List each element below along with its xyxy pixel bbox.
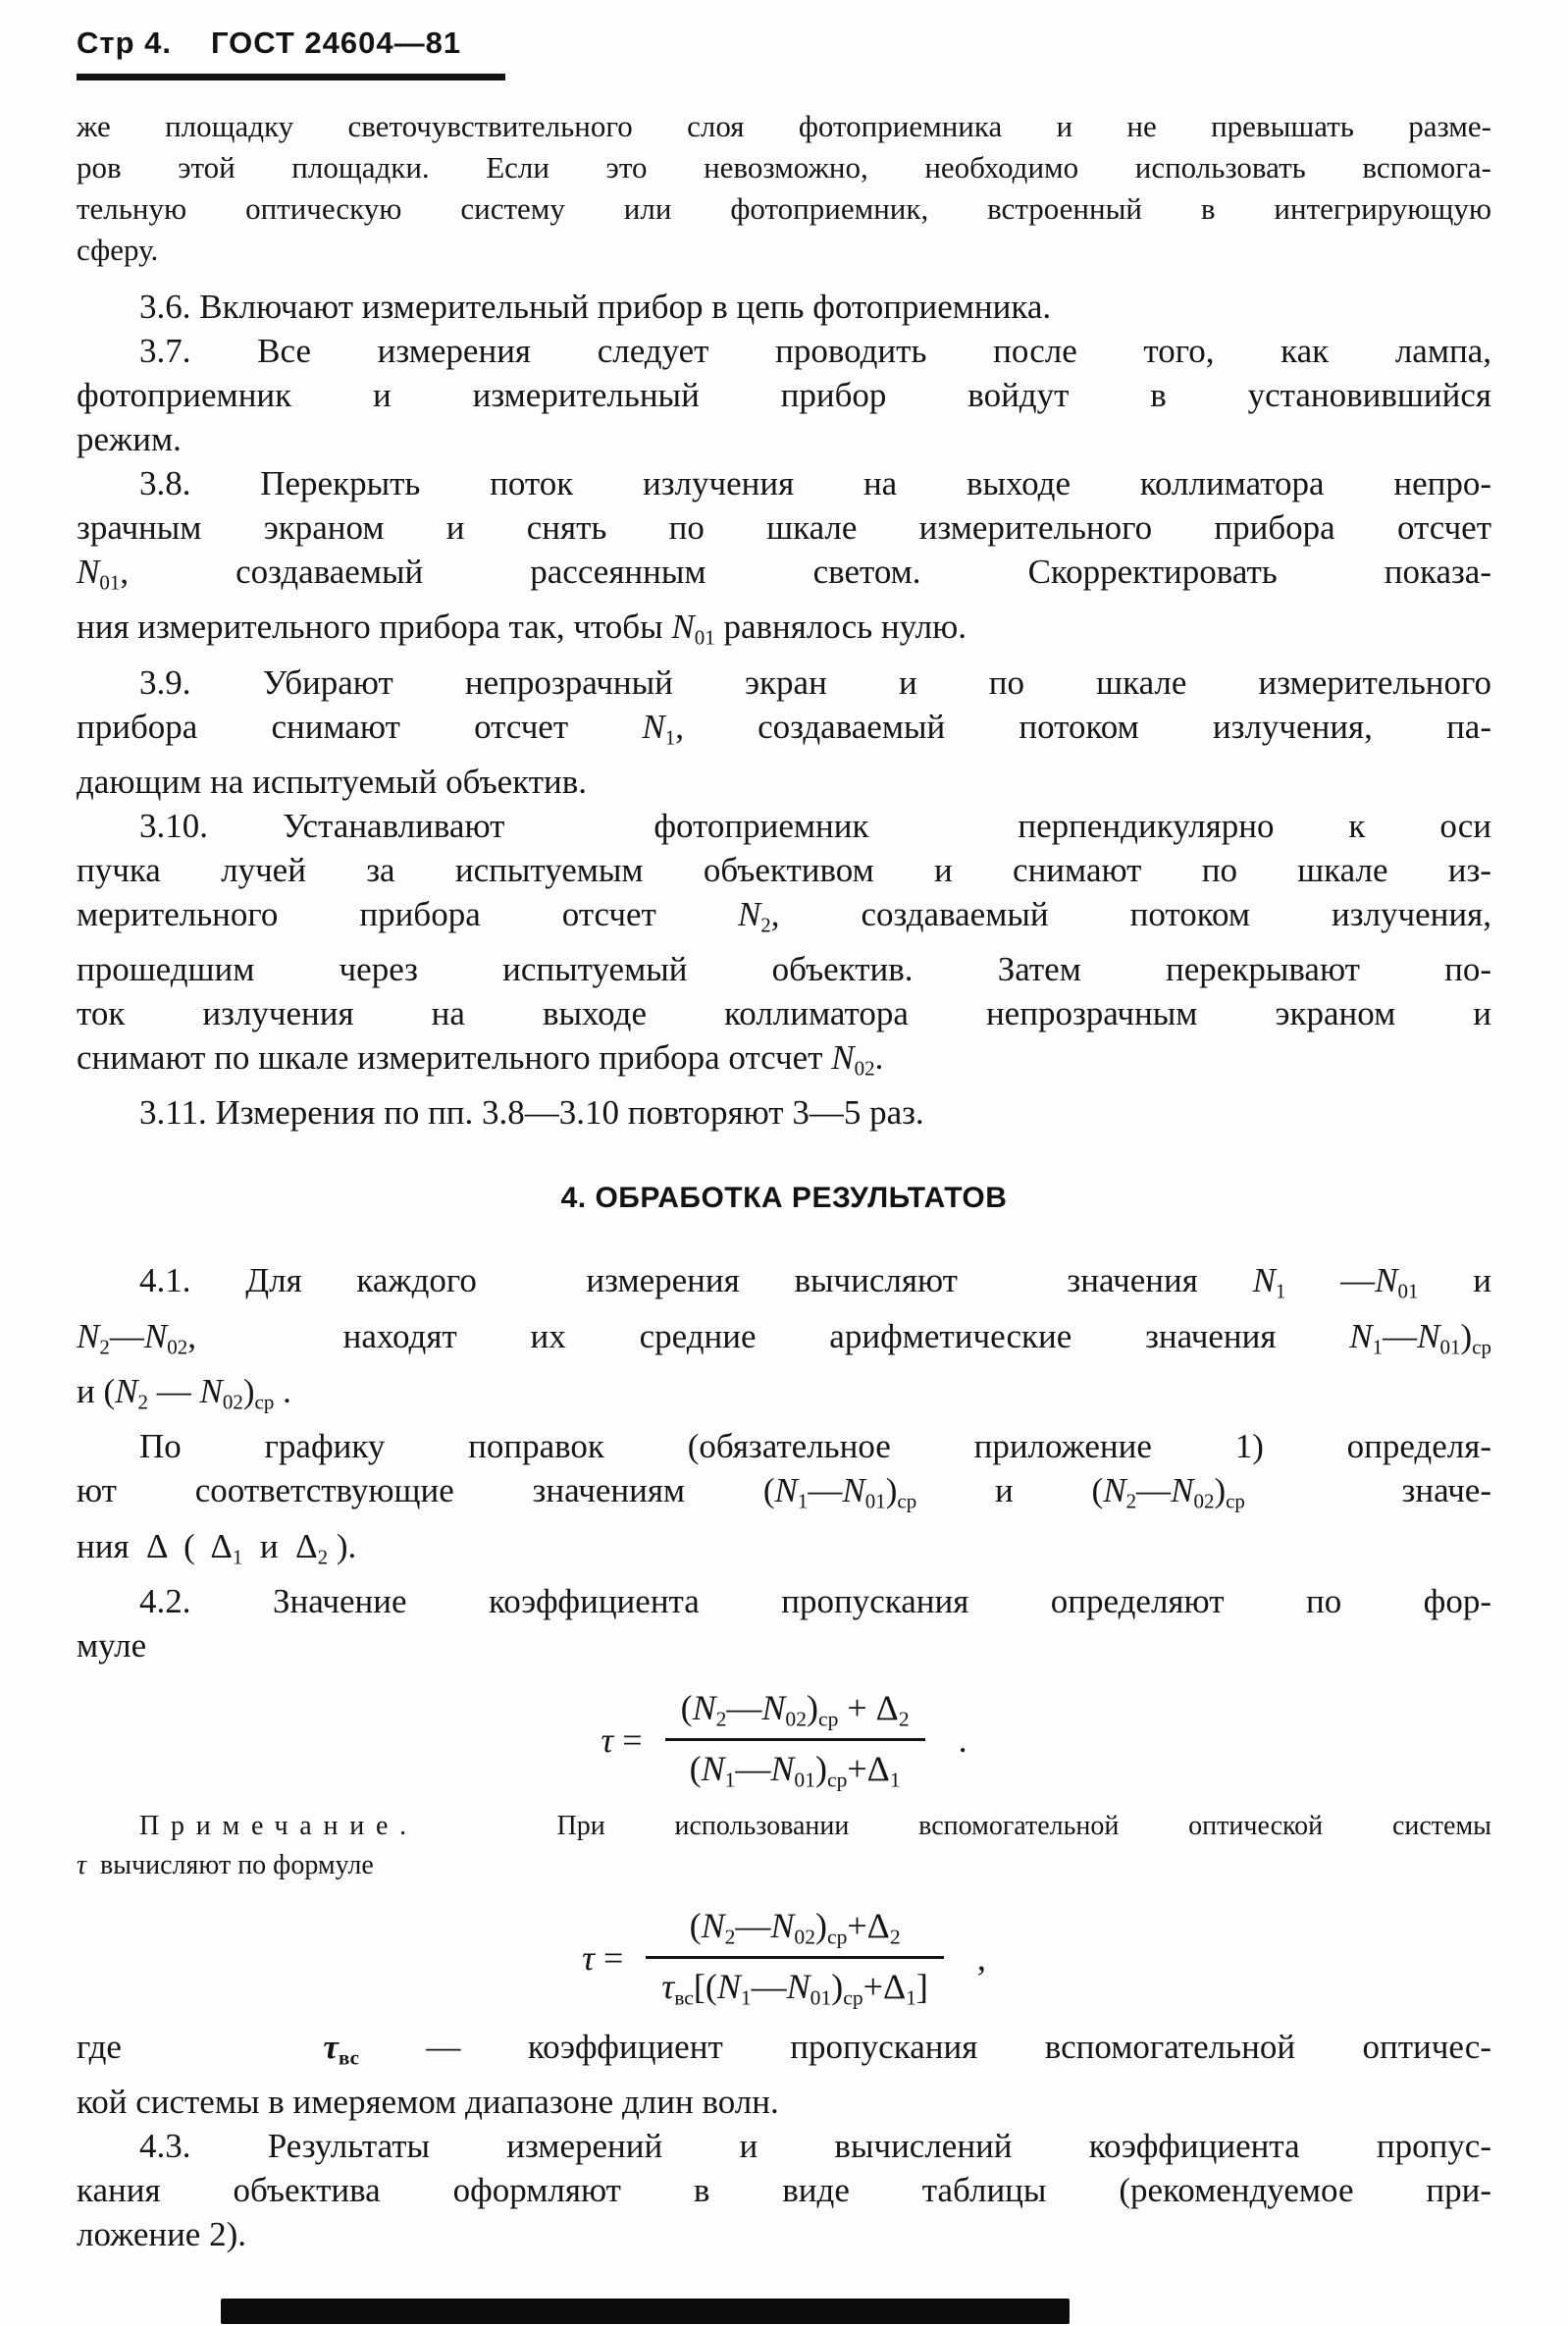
text-segment: кания объектива оформляют в виде таблицы (рекомендуемое при- — [77, 2171, 1491, 2210]
text-segment: N — [1103, 1471, 1126, 1510]
text-segment: же площадку светочувствительного слоя фотоприемника и не превышать разме- — [77, 109, 1491, 143]
text-segment: = — [594, 1937, 633, 1978]
subscript-text: 1 — [889, 1768, 901, 1792]
text-segment: Примечание. — [139, 1810, 418, 1841]
text-segment: ток излучения на выходе коллиматора непрозрачным экраном и — [77, 994, 1491, 1033]
text-line — [77, 417, 1491, 461]
text-segment: мерительного прибора отсчет — [77, 894, 738, 933]
text-line — [77, 2124, 1491, 2168]
section-heading: 4. ОБРАБОТКА РЕЗУЛЬТАТОВ — [560, 1182, 1008, 1215]
subscript-text: 02 — [785, 1707, 807, 1731]
text-line — [77, 1807, 1491, 1846]
text-segment: N — [199, 1372, 223, 1411]
subscript-text: 01 — [864, 1489, 886, 1513]
text-segment: 3.9. Убирают непрозрачный экран и по шкале измерительного — [139, 662, 1491, 702]
subscript-text: ср — [1472, 1335, 1491, 1359]
paragraph — [77, 329, 1491, 461]
text-segment: , создаваемый потоком излучения, — [770, 894, 1491, 933]
text-line — [77, 329, 1491, 373]
fraction — [665, 1687, 925, 1793]
text-line — [77, 1314, 1491, 1369]
text-segment: и ( — [77, 1372, 116, 1411]
document-body — [77, 106, 1491, 2256]
text-segment: и Δ — [242, 1526, 318, 1565]
subscript-text: ср — [817, 1707, 839, 1731]
text-segment: По графику поправок (обязательное приложение 1) определя- — [139, 1427, 1491, 1466]
text-segment: N — [1417, 1316, 1440, 1355]
text-segment: значе- — [1244, 1471, 1491, 1510]
text-segment: N — [143, 1316, 168, 1355]
subscript-text: 1 — [797, 1489, 809, 1513]
text-line — [77, 705, 1491, 760]
text-segment: 4.1. Для каждого измерения вычисляют значения — [139, 1261, 1253, 1300]
text-line — [77, 892, 1491, 947]
subscript-text: 2 — [889, 1925, 901, 1949]
standard-number: ГОСТ 24604—81 — [210, 26, 462, 60]
text-segment: N — [716, 1967, 741, 2007]
text-line — [77, 2212, 1491, 2256]
page-header — [77, 26, 1491, 61]
text-segment: ложение 2). — [77, 2215, 247, 2254]
paragraph — [77, 106, 1491, 271]
text-segment: муле — [77, 1625, 147, 1665]
formula — [77, 1905, 1491, 2011]
text-segment: N — [77, 553, 100, 591]
text-line — [77, 2025, 1491, 2080]
text-segment: ния измерительного прибора так, чтобы — [77, 608, 672, 647]
subscript-text: 2 — [137, 1390, 148, 1414]
text-segment: сферу. — [77, 233, 159, 267]
text-segment: N — [770, 1905, 795, 1945]
text-segment: ( — [689, 1749, 702, 1789]
subscript-text: 2 — [99, 1335, 110, 1359]
text-segment: +Δ — [847, 1905, 890, 1945]
subscript-text: 1 — [1372, 1335, 1384, 1359]
text-segment: — — [735, 1749, 771, 1789]
subscript-text: 1 — [1275, 1279, 1286, 1303]
text-segment: — — [726, 1687, 762, 1727]
text-segment: ) — [1460, 1316, 1473, 1355]
text-segment: 4.2. Значение коэффициента пропускания определяют по фор- — [139, 1581, 1491, 1620]
text-line — [77, 550, 1491, 605]
text-segment: N — [842, 1471, 865, 1510]
formula-punctuation: . — [958, 1719, 967, 1760]
paragraph — [77, 1258, 1491, 1424]
text-line — [77, 1846, 1491, 1885]
text-segment: — — [1285, 1261, 1376, 1300]
text-segment: — — [109, 1316, 144, 1355]
text-segment: — — [148, 1372, 200, 1411]
text-line — [77, 1424, 1491, 1468]
text-line — [77, 1369, 1491, 1424]
text-segment: и ( — [916, 1471, 1104, 1510]
subscript-text: 02 — [854, 1056, 875, 1081]
text-segment: , создаваемый рассеянным светом. Скорректировать показа- — [120, 553, 1491, 591]
subscript-text: 02 — [167, 1335, 188, 1359]
formula-numerator — [646, 1905, 944, 1956]
text-segment: — коэффициент пропускания вспомогательной оптичес- — [358, 2027, 1491, 2066]
formula-punctuation: , — [976, 1937, 986, 1978]
paragraph — [77, 2025, 1491, 2124]
subscript-text: 01 — [810, 1985, 832, 2010]
text-segment: 3.7. Все измерения следует проводить после того, как лампа, — [139, 332, 1491, 370]
subscript-text: ср — [826, 1768, 848, 1792]
text-segment: и — [1418, 1261, 1492, 1300]
text-segment: , находят их средние арифметические значения — [187, 1316, 1350, 1355]
page-number-label: Стр 4. — [77, 26, 172, 60]
text-segment: [( — [693, 1967, 717, 2007]
subscript-text: 1 — [906, 1985, 916, 2010]
paragraph — [77, 2124, 1491, 2256]
formula-numerator — [665, 1687, 925, 1738]
formula-lhs — [601, 1719, 651, 1761]
subscript-text: ср — [1226, 1489, 1245, 1513]
header-rule — [77, 74, 505, 80]
text-segment: τ — [601, 1719, 614, 1760]
text-segment: = — [613, 1719, 652, 1760]
subscript-text: 2 — [1125, 1489, 1137, 1513]
text-segment: тельную оптическую систему или фотоприемник, встроенный в интегрирующую — [77, 191, 1491, 226]
text-line — [77, 661, 1491, 705]
text-segment: τ — [323, 2027, 339, 2066]
paragraph — [77, 285, 1491, 329]
formula-denominator — [646, 1956, 944, 2010]
text-line — [77, 1623, 1491, 1667]
text-segment: N — [770, 1749, 795, 1789]
text-segment: 4.3. Результаты измерений и вычислений коэффициента пропус- — [139, 2127, 1491, 2166]
text-segment: N — [1171, 1471, 1194, 1510]
text-line — [77, 991, 1491, 1035]
text-segment: N — [831, 1038, 855, 1078]
text-segment: N — [77, 1316, 100, 1355]
subscript-text: 2 — [898, 1707, 910, 1731]
subscript-text: ср — [897, 1489, 917, 1513]
subscript-text: 1 — [724, 1768, 736, 1792]
subscript-text: 02 — [794, 1925, 815, 1949]
text-segment: , создаваемый потоком излучения, па- — [675, 707, 1491, 746]
text-line — [77, 605, 1491, 660]
text-segment: вычисляют по формуле — [86, 1849, 374, 1880]
text-segment: N — [701, 1905, 725, 1945]
subscript-text: 2 — [760, 913, 771, 937]
subscript-text: ср — [826, 1925, 848, 1949]
text-segment: кой системы в имеряемом диапазоне длин волн. — [77, 2083, 779, 2122]
text-segment: N — [1349, 1316, 1373, 1355]
text-line — [77, 147, 1491, 188]
text-line — [77, 848, 1491, 892]
text-segment: +Δ — [862, 1967, 907, 2007]
text-line — [77, 804, 1491, 848]
text-segment: где — [77, 2027, 324, 2066]
text-segment: N — [642, 707, 665, 746]
text-segment: — — [808, 1471, 843, 1510]
text-segment: ] — [915, 1967, 928, 2007]
subscript-text: 1 — [232, 1544, 243, 1568]
text-segment: N — [737, 894, 761, 933]
paragraph — [77, 804, 1491, 1091]
subscript-text: ср — [254, 1390, 275, 1414]
text-line — [77, 1579, 1491, 1623]
text-segment: N — [761, 1687, 786, 1727]
subscript-text: 2 — [724, 1925, 736, 1949]
text-line — [77, 2168, 1491, 2212]
text-segment: + Δ — [838, 1687, 899, 1727]
paragraph — [77, 1424, 1491, 1579]
text-segment: При использовании вспомогательной оптической системы — [417, 1810, 1491, 1841]
formula-denominator — [665, 1738, 925, 1792]
text-segment: ) — [814, 1905, 827, 1945]
text-segment: — — [751, 1967, 787, 2007]
text-segment: ( — [680, 1687, 693, 1727]
page-content — [77, 0, 1491, 2256]
text-segment: пучка лучей за испытуемым объективом и снимают по шкале из- — [77, 850, 1491, 889]
subscript-text: 01 — [1397, 1279, 1419, 1303]
text-segment: ( — [689, 1905, 702, 1945]
paragraph — [77, 1090, 1491, 1135]
text-line — [77, 947, 1491, 991]
text-line — [77, 1035, 1491, 1090]
text-line — [77, 1524, 1491, 1579]
subscript-text: вс — [674, 1985, 694, 2010]
text-line — [77, 461, 1491, 505]
text-segment: ) — [242, 1372, 255, 1411]
text-segment: дающим на испытуемый объектив. — [77, 762, 588, 801]
text-line — [77, 106, 1491, 147]
text-segment: τ — [582, 1937, 595, 1978]
paragraph — [77, 1579, 1491, 1667]
text-line — [77, 1468, 1491, 1523]
subscript-text: 1 — [664, 724, 676, 749]
subscript-text: 01 — [794, 1768, 815, 1792]
text-segment: — — [1136, 1471, 1172, 1510]
fraction — [646, 1905, 944, 2011]
text-segment: ров этой площадки. Если это невозможно, необходимо использовать вспомога- — [77, 150, 1491, 185]
text-segment: +Δ — [847, 1749, 890, 1789]
text-segment: N — [115, 1372, 138, 1411]
text-segment: . — [874, 1038, 884, 1078]
formula — [77, 1687, 1491, 1793]
text-line — [77, 188, 1491, 230]
text-segment: равнялось нулю. — [714, 608, 967, 647]
text-segment: N — [786, 1967, 810, 2007]
scan-artifact-bar — [221, 2299, 1070, 2324]
text-segment: ) — [885, 1471, 898, 1510]
paragraph — [77, 461, 1491, 661]
text-line — [77, 373, 1491, 417]
text-line — [77, 505, 1491, 550]
subscript-text: 01 — [694, 625, 715, 650]
subscript-text: 01 — [99, 570, 121, 595]
text-segment: τ — [77, 1849, 87, 1880]
text-segment: N — [692, 1687, 716, 1727]
text-segment: . — [274, 1372, 291, 1411]
paragraph — [77, 661, 1491, 804]
text-segment: снимают по шкале измерительного прибора отсчет — [77, 1038, 832, 1078]
subscript-text: 02 — [1193, 1489, 1215, 1513]
text-segment: прошедшим через испытуемый объектив. Затем перекрывают по- — [77, 950, 1491, 989]
text-segment: N — [774, 1471, 798, 1510]
subscript-text: 2 — [715, 1707, 727, 1731]
text-segment: ) — [1214, 1471, 1227, 1510]
text-segment: зрачным экраном и снять по шкале измерительного прибора отсчет — [77, 508, 1491, 547]
text-line — [77, 285, 1491, 329]
text-line — [77, 760, 1491, 804]
text-segment: N — [701, 1749, 725, 1789]
text-segment: ). — [328, 1526, 357, 1565]
paragraph — [77, 1807, 1491, 1885]
text-segment: фотоприемник и измерительный прибор войдут в установившийся — [77, 376, 1491, 414]
text-segment: режим. — [77, 420, 182, 458]
text-segment: ют соответствующие значениям ( — [77, 1471, 775, 1510]
text-line — [77, 2080, 1491, 2124]
text-segment: ) — [806, 1687, 818, 1727]
subscript-text: 1 — [740, 1985, 752, 2010]
formula-lhs — [582, 1937, 632, 1979]
text-segment: N — [1375, 1261, 1398, 1300]
text-segment: ) — [814, 1749, 827, 1789]
text-segment: 3.6. Включают измерительный прибор в цепь фотоприемника. — [139, 288, 1052, 326]
text-line — [77, 230, 1491, 271]
subscript-text: вс — [338, 2045, 359, 2070]
text-segment: ния Δ ( Δ — [77, 1526, 233, 1565]
text-segment: 3.10. Устанавливают фотоприемник перпендикулярно к оси — [139, 806, 1491, 845]
text-segment: 3.8. Перекрыть поток излучения на выходе коллиматора непро- — [139, 464, 1491, 502]
subscript-text: 2 — [317, 1544, 329, 1568]
text-segment: прибора снимают отсчет — [77, 707, 643, 746]
text-segment: N — [671, 608, 695, 647]
text-segment: N — [1252, 1261, 1276, 1300]
text-segment: — — [735, 1905, 771, 1945]
text-segment: ) — [831, 1967, 844, 2007]
subscript-text: 01 — [1439, 1335, 1461, 1359]
text-line — [77, 1258, 1491, 1313]
subscript-text: 02 — [222, 1390, 243, 1414]
text-segment: 3.11. Измерения по пп. 3.8—3.10 повторяют 3—5 раз. — [139, 1093, 924, 1133]
text-segment: τ — [661, 1967, 675, 2007]
text-segment: — — [1383, 1316, 1418, 1355]
subscript-text: ср — [843, 1985, 863, 2010]
text-line — [77, 1090, 1491, 1135]
